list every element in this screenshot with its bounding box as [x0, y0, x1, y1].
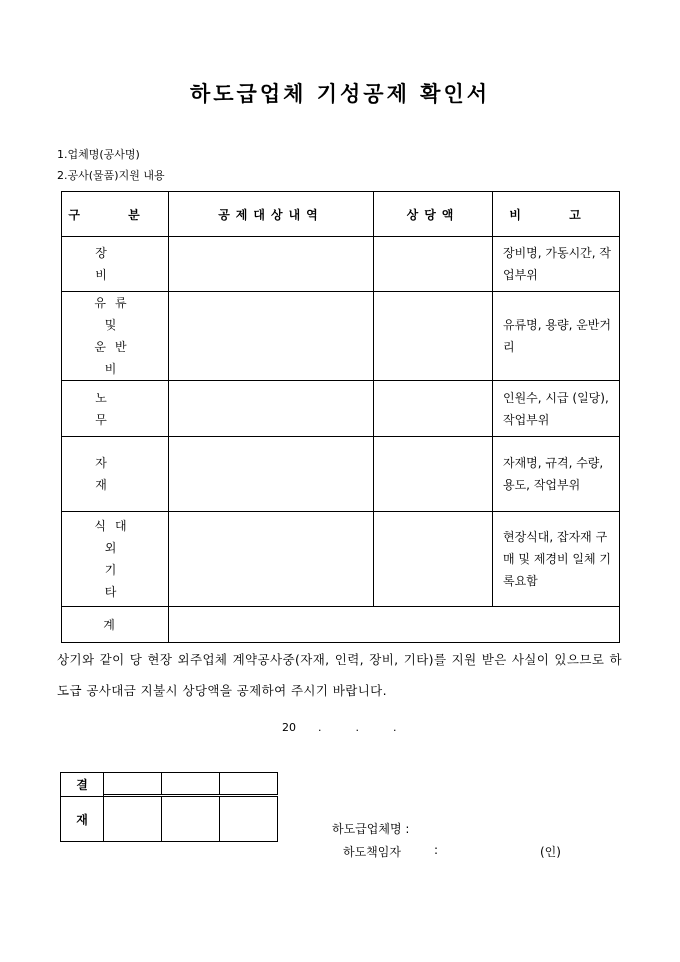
- row-deduction-cell[interactable]: [169, 512, 374, 607]
- row-deduction-cell[interactable]: [169, 237, 374, 292]
- approval-label-bottom: 재: [61, 797, 104, 842]
- row-note: 자재명, 규격, 수량, 용도, 작업부위: [493, 437, 620, 512]
- responsible-person-label: 하도책임자: [343, 845, 401, 859]
- row-deduction-cell[interactable]: [169, 437, 374, 512]
- approval-box: [60, 772, 278, 842]
- row-category: 자 재: [62, 437, 169, 512]
- document-title: 하도급업체 기성공제 확인서: [189, 82, 491, 106]
- responsible-person-colon: :: [434, 843, 439, 857]
- row-amount-cell[interactable]: [374, 381, 493, 437]
- deduction-table: [61, 191, 620, 643]
- row-deduction-cell[interactable]: [169, 292, 374, 381]
- subcontractor-name-label: 하도급업체명 :: [332, 822, 410, 836]
- approval-label-top: 결: [61, 773, 104, 797]
- approver-sign-cell[interactable]: [220, 797, 278, 842]
- table-row: [62, 237, 620, 292]
- seal-mark: (인): [540, 845, 561, 859]
- total-label: 계: [62, 607, 169, 643]
- header-remarks: 비 고: [493, 192, 620, 237]
- row-amount-cell[interactable]: [374, 437, 493, 512]
- header-category: 구 분: [62, 192, 169, 237]
- date-sep: .: [393, 721, 397, 734]
- date-sep: .: [318, 721, 322, 734]
- row-amount-cell[interactable]: [374, 292, 493, 381]
- approver-title-cell[interactable]: [104, 773, 162, 795]
- approver-sign-cell[interactable]: [104, 797, 162, 842]
- item-company-name: 1.업체명(공사명): [57, 148, 140, 161]
- row-category: 식대외 기 타: [62, 512, 169, 607]
- row-note: 현장식대, 잡자재 구매 및 제경비 일체 기록요함: [493, 512, 620, 607]
- table-header-row: [62, 192, 620, 237]
- row-category: 노 무: [62, 381, 169, 437]
- table-total-row: [62, 607, 620, 643]
- date-year: 20: [282, 721, 296, 734]
- item-support-content: 2.공사(물품)지원 내용: [57, 169, 165, 182]
- row-note: 장비명, 가동시간, 작업부위: [493, 237, 620, 292]
- row-amount-cell[interactable]: [374, 512, 493, 607]
- table-row: [62, 292, 620, 381]
- approver-sign-cell[interactable]: [162, 797, 220, 842]
- table-row: [62, 437, 620, 512]
- approver-title-cell[interactable]: [220, 773, 278, 795]
- row-note: 인원수, 시급 (일당), 작업부위: [493, 381, 620, 437]
- table-row: [62, 381, 620, 437]
- header-deduction-items: 공제대상내역: [169, 192, 374, 237]
- row-category: 유류및 운반비: [62, 292, 169, 381]
- header-amount: 상당액: [374, 192, 493, 237]
- row-note: 유류명, 용량, 운반거리: [493, 292, 620, 381]
- row-category: 장 비: [62, 237, 169, 292]
- confirmation-text: 상기와 같이 당 현장 외주업체 계약공사중(자재, 인력, 장비, 기타)를 지원 받은 사실이 있으므로 하도급 공사대금 지불시 상당액을 공제하여 주시기 바랍니다.: [57, 652, 622, 698]
- total-amount-cell[interactable]: [169, 607, 620, 643]
- row-deduction-cell[interactable]: [169, 381, 374, 437]
- row-amount-cell[interactable]: [374, 237, 493, 292]
- approver-title-cell[interactable]: [162, 773, 220, 795]
- table-row: [62, 512, 620, 607]
- date-line: [282, 721, 397, 734]
- date-sep: .: [355, 721, 359, 734]
